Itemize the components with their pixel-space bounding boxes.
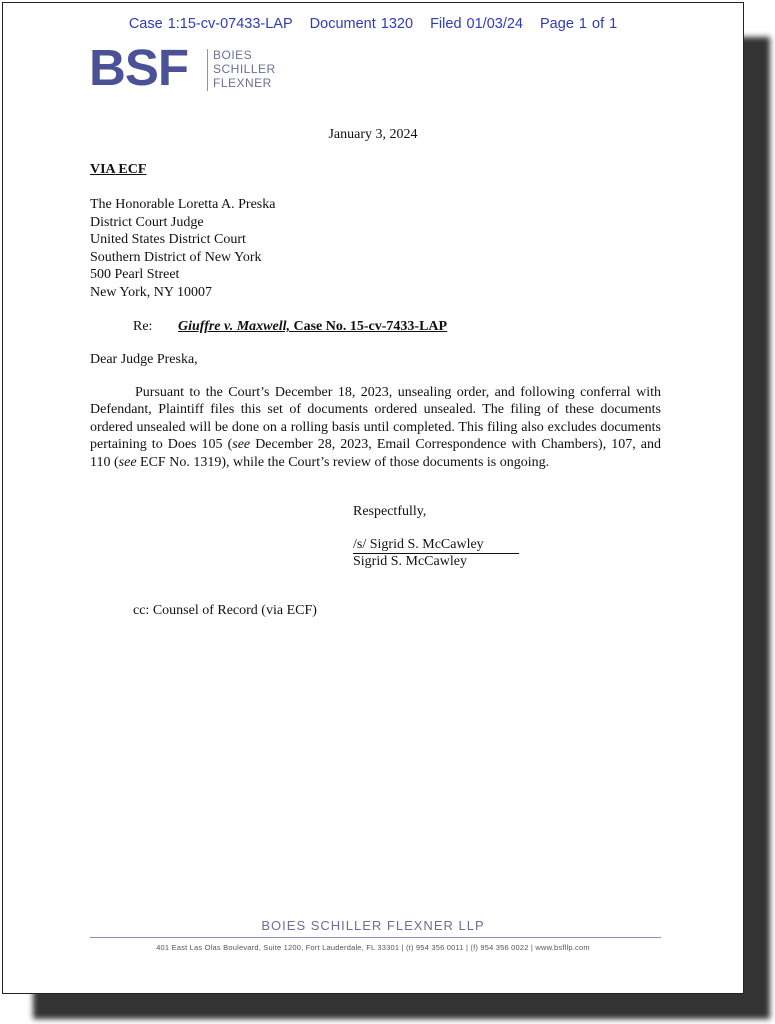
page-count: Page 1 of 1 xyxy=(540,16,618,32)
logo-word: BOIES xyxy=(213,48,253,62)
address-line: New York, NY 10007 xyxy=(90,284,212,300)
footer-address: 401 East Las Olas Boulevard, Suite 1200, Fort Lauderdale, FL 33301 | (t) 954 356 0011 | (f) 954 356 0022 | www.bsfllp.com xyxy=(156,943,590,952)
address-line: 500 Pearl Street xyxy=(90,267,180,282)
document-page xyxy=(2,2,744,994)
logo-word: FLEXNER xyxy=(213,76,272,90)
salutation: Dear Judge Preska, xyxy=(90,352,198,367)
re-line xyxy=(178,318,447,335)
footer-divider xyxy=(90,937,661,938)
body-see: see xyxy=(232,437,251,453)
logo-mark: BSF xyxy=(89,39,188,96)
ecf-header xyxy=(3,16,743,32)
address-line: The Honorable Loretta A. Preska xyxy=(90,197,276,212)
signature: /s/ Sigrid S. McCawley xyxy=(353,536,519,554)
signature-line xyxy=(353,536,519,554)
footer-firm-name: BOIES SCHILLER FLEXNER LLP xyxy=(261,918,485,933)
case-name: Giuffre v. Maxwell, xyxy=(178,319,290,334)
cc-line: cc: Counsel of Record (via ECF) xyxy=(133,603,317,618)
signer-name: Sigrid S. McCawley xyxy=(353,554,467,569)
letter-date: January 3, 2024 xyxy=(328,127,418,142)
logo-word: SCHILLER xyxy=(213,62,276,76)
body-text: ECF No. 1319), while the Court’s review of those documents is ongoing. xyxy=(136,454,550,470)
address-line: United States District Court xyxy=(90,232,246,247)
case-number-ref: Case No. 15-cv-7433-LAP xyxy=(290,319,448,334)
recipient-address xyxy=(90,196,275,301)
body-text: Pursuant to the Court’s December 18, 2023, unsealing order, and following conferral with Defendant, Plaintiff files this set of documents ordered unsealed. The filing of these documents ordered unsealed will be done on a rolling basis until completed. This filing also excludes documents pertaining to Does 105 ( xyxy=(90,385,661,453)
filed-date: Filed 01/03/24 xyxy=(430,16,523,32)
body-text: December 28, 2023, Email Correspondence with Chambers), 107, and 110 ( xyxy=(90,437,661,470)
document-number: Document 1320 xyxy=(309,16,414,32)
logo-words xyxy=(213,48,276,90)
case-number: Case 1:15-cv-07433-LAP xyxy=(128,16,293,32)
body-see: see xyxy=(118,454,137,470)
address-line: Southern District of New York xyxy=(90,249,262,265)
closing: Respectfully, xyxy=(353,504,427,519)
re-label: Re: xyxy=(133,319,153,334)
delivery-method: VIA ECF xyxy=(90,162,147,177)
address-line: District Court Judge xyxy=(90,214,204,230)
logo-divider xyxy=(207,49,208,91)
body-paragraph xyxy=(90,384,661,471)
